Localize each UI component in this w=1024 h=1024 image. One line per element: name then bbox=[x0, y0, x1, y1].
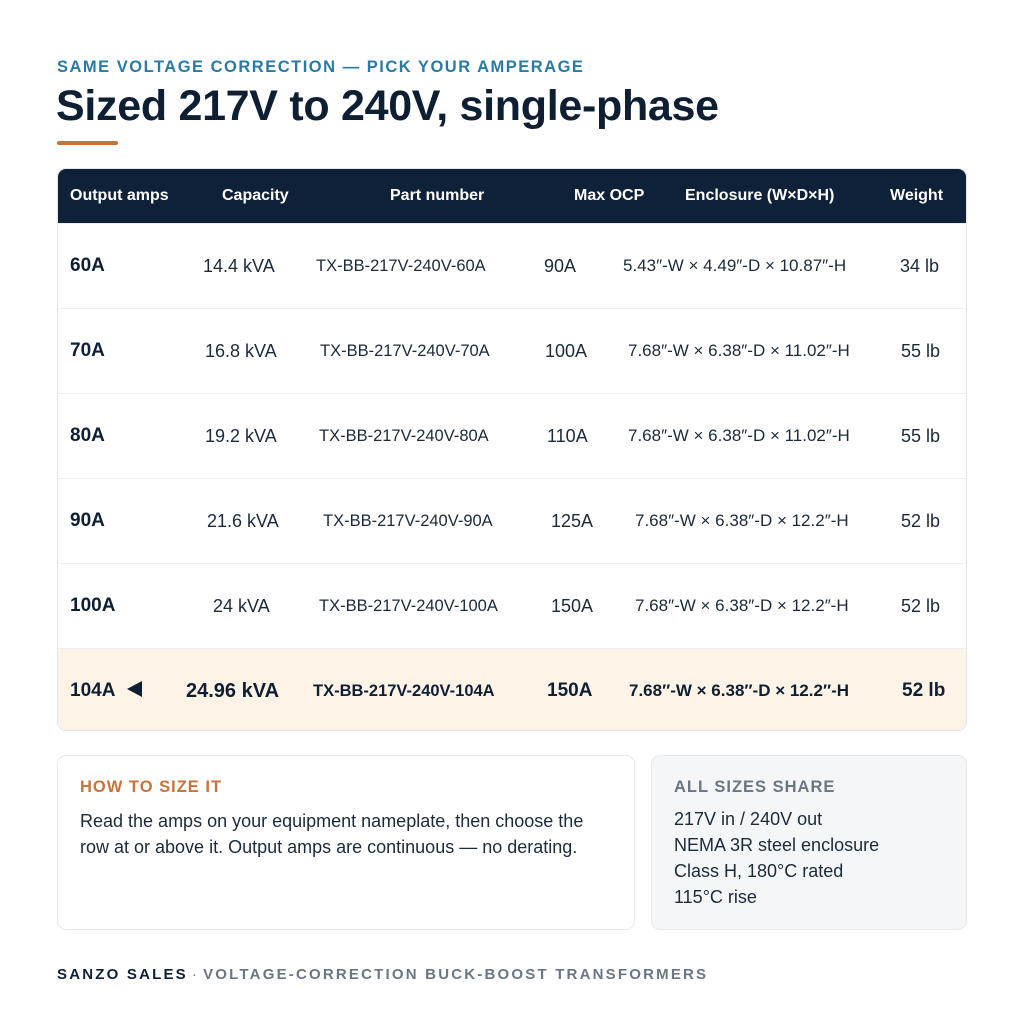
sizing-table bbox=[57, 168, 967, 731]
table-row[interactable] bbox=[58, 223, 966, 308]
cell-enclosure: 7.68″-W × 6.38″-D × 11.02″-H bbox=[628, 426, 850, 445]
title-accent-rule bbox=[57, 141, 118, 145]
cell-capacity: 24.96 kVA bbox=[186, 680, 280, 702]
cell-amps: 80A bbox=[70, 425, 105, 446]
cell-amps-label: 104A bbox=[70, 680, 116, 701]
cell-enclosure: 7.68″-W × 6.38″-D × 12.2″-H bbox=[635, 596, 849, 615]
cell-part-number: TX-BB-217V-240V-104A bbox=[313, 682, 495, 700]
table-header bbox=[58, 169, 966, 223]
cell-part-number: TX-BB-217V-240V-70A bbox=[320, 342, 490, 360]
page-eyebrow: SAME VOLTAGE CORRECTION — PICK YOUR AMPERAGE bbox=[57, 58, 585, 76]
cell-max-ocp: 125A bbox=[551, 511, 594, 531]
cell-capacity: 14.4 kVA bbox=[203, 256, 275, 276]
shared-features-list bbox=[674, 806, 879, 910]
cell-capacity: 24 kVA bbox=[213, 596, 270, 616]
cell-max-ocp: 90A bbox=[544, 256, 577, 276]
cell-part-number: TX-BB-217V-240V-100A bbox=[319, 597, 498, 615]
table-row-highlighted[interactable] bbox=[58, 648, 966, 731]
how-to-size-card bbox=[57, 755, 635, 930]
header-weight: Weight bbox=[890, 187, 944, 204]
cell-amps: 60A bbox=[70, 255, 105, 276]
cell-weight: 52 lb bbox=[901, 511, 941, 531]
how-to-size-body: Read the amps on your equipment nameplate, then choose the row at or above it. Output amps are continuous — no derating. bbox=[80, 811, 584, 857]
all-sizes-share-card bbox=[651, 755, 967, 930]
table-row[interactable] bbox=[58, 563, 966, 648]
cell-weight: 52 lb bbox=[902, 680, 946, 701]
cell-weight: 52 lb bbox=[901, 596, 941, 616]
header-output-amps: Output amps bbox=[70, 187, 169, 204]
how-to-size-title: HOW TO SIZE IT bbox=[80, 778, 223, 796]
cell-weight: 34 lb bbox=[900, 256, 940, 276]
cell-capacity: 16.8 kVA bbox=[205, 341, 277, 361]
list-item: Class H, 180°C rated bbox=[674, 861, 844, 881]
cell-part-number: TX-BB-217V-240V-90A bbox=[323, 512, 493, 530]
cell-enclosure: 5.43″-W × 4.49″-D × 10.87″-H bbox=[623, 256, 847, 275]
cell-max-ocp: 150A bbox=[551, 596, 594, 616]
cell-amps bbox=[70, 649, 142, 731]
cell-enclosure: 7.68″-W × 6.38″-D × 12.2″-H bbox=[629, 681, 850, 700]
list-item: NEMA 3R steel enclosure bbox=[674, 835, 880, 855]
cell-weight: 55 lb bbox=[901, 341, 941, 361]
header-part-number: Part number bbox=[390, 187, 485, 204]
all-sizes-share-title: ALL SIZES SHARE bbox=[674, 778, 836, 796]
left-triangle-icon bbox=[127, 681, 142, 697]
cell-weight: 55 lb bbox=[901, 426, 941, 446]
table-row[interactable] bbox=[58, 308, 966, 393]
table-row[interactable] bbox=[58, 393, 966, 478]
cell-enclosure: 7.68″-W × 6.38″-D × 11.02″-H bbox=[628, 341, 850, 360]
footer-brand: SANZO SALES bbox=[57, 966, 188, 983]
cell-amps: 90A bbox=[70, 510, 105, 531]
footer-tagline: VOLTAGE-CORRECTION BUCK-BOOST TRANSFORMERS bbox=[203, 966, 709, 983]
table-row[interactable] bbox=[58, 478, 966, 563]
header-enclosure: Enclosure (W×D×H) bbox=[685, 187, 835, 204]
header-max-ocp: Max OCP bbox=[574, 187, 645, 204]
list-item: 217V in / 240V out bbox=[674, 809, 823, 829]
cell-capacity: 19.2 kVA bbox=[205, 426, 277, 446]
cell-part-number: TX-BB-217V-240V-80A bbox=[319, 427, 489, 445]
cell-amps: 70A bbox=[70, 340, 105, 361]
cell-enclosure: 7.68″-W × 6.38″-D × 12.2″-H bbox=[635, 511, 849, 530]
cell-max-ocp: 150A bbox=[547, 680, 593, 701]
page-title: Sized 217V to 240V, single-phase bbox=[56, 82, 719, 130]
header-capacity: Capacity bbox=[222, 187, 289, 204]
list-item: 115°C rise bbox=[674, 887, 757, 907]
cell-max-ocp: 100A bbox=[545, 341, 588, 361]
cell-max-ocp: 110A bbox=[547, 426, 588, 446]
cell-amps: 100A bbox=[70, 595, 116, 616]
cell-capacity: 21.6 kVA bbox=[207, 511, 279, 531]
footer-separator: · bbox=[191, 966, 200, 983]
footer bbox=[57, 966, 708, 983]
cell-part-number: TX-BB-217V-240V-60A bbox=[316, 257, 486, 275]
